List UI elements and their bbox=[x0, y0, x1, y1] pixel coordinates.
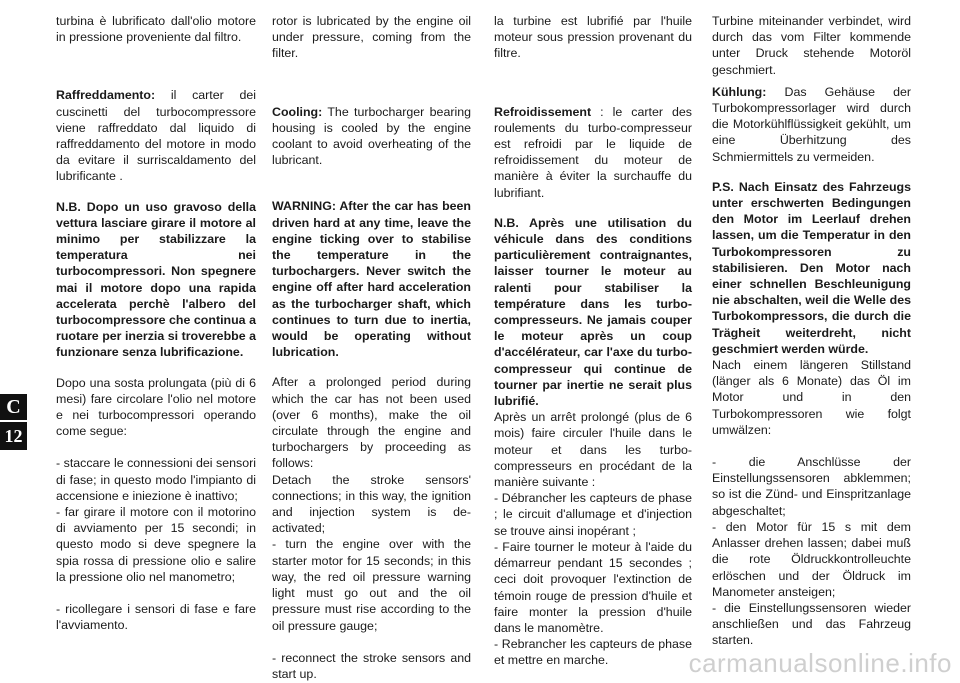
column-italian bbox=[56, 13, 256, 634]
column-german bbox=[712, 13, 911, 649]
section-tab-letter: C bbox=[0, 394, 27, 420]
cooling-heading: Kühlung: bbox=[712, 84, 767, 99]
step-1: - die Anschlüsse der Einstellungssensoren abklemmen; so ist die Zünd- und Einspritzanlage abgeschaltet; bbox=[712, 455, 911, 518]
cooling-paragraph bbox=[272, 104, 471, 169]
cooling-paragraph bbox=[56, 87, 256, 184]
storage-paragraph: Dopo una sosta prolungata (più di 6 mesi) fare circolare l'olio nel motore e nei turbocompressori operando come segue: bbox=[56, 375, 256, 439]
cooling-text: il carter dei cuscinetti del turbocompressore viene raffreddato dal liquido di raffreddamento del motore in modo da evitare il surriscaldamento del lubrificante . bbox=[56, 88, 256, 184]
storage-paragraph: Nach einem längeren Stillstand (länger als 6 Monate) das Öl im Motor und in den Turbokompressoren wie folgt umwälzen: bbox=[712, 358, 911, 437]
step-3: - ricollegare i sensori di fase e fare l'avviamento. bbox=[56, 602, 256, 633]
cooling-text: : le carter des roulements du turbo-compresseur est refroidi par le liquide de refroidissement du moteur de manière à éviter la surchauffe du lubrifiant. bbox=[494, 104, 692, 200]
watermark: carmanualsonline.info bbox=[688, 648, 952, 678]
column-english bbox=[272, 13, 471, 682]
step-2: - far girare il motore con il motorino di avviamento per 15 secondi; in questo modo si deve spegnere la spia rossa di pressione olio e salire la pressione olio nel manometro; bbox=[56, 505, 256, 584]
step-1: Detach the stroke sensors' connections; in this way, the ignition and injection system is de-activated; bbox=[272, 472, 471, 536]
cooling-text: Das Gehäuse der Turbokompressorlager wird durch die Motorkühlflüssigkeit gekühlt, um eine Überhitzung des Schmiermittels zu vermeiden. bbox=[712, 84, 911, 164]
section-tab-number: 12 bbox=[0, 422, 27, 450]
step-1: - Débrancher les capteurs de phase ; le circuit d'allumage et d'injection se trouve ainsi inopérant ; bbox=[494, 491, 692, 538]
step-1: - staccare le connessioni dei sensori di fase; in questo modo l'impianto di accensione e iniezione è inattivo; bbox=[56, 456, 256, 503]
warning-note: WARNING: After the car has been driven hard at any time, leave the engine ticking over to stabilise the temperature in the turbochargers. Never switch the engine off after hard acceleration as the turbocharger shaft, which continues to turn due to inertia, would be operating without lubrication. bbox=[272, 199, 471, 360]
intro-paragraph: rotor is lubricated by the engine oil under pressure, coming from the filter. bbox=[272, 14, 471, 61]
cooling-text: The turbocharger bearing housing is cooled by the engine coolant to avoid overheating of the lubricant. bbox=[272, 104, 471, 168]
column-french bbox=[494, 13, 692, 669]
cooling-heading: Cooling: bbox=[272, 104, 323, 119]
cooling-paragraph bbox=[494, 104, 692, 201]
step-2: - Faire tourner le moteur à l'aide du démarreur pendant 15 secondes ; ceci doit provoquer l'extinction de témoin rouge de pression d'huile et faire monter la pression d'huile dans le manomètre. bbox=[494, 539, 692, 635]
step-3: - reconnect the stroke sensors and start up. bbox=[272, 650, 471, 681]
step-2: - turn the engine over with the starter motor for 15 seconds; in this way, the red oil pressure warning light must go out and the oil pressure must rise according to the oil pressure gauge; bbox=[272, 537, 471, 633]
intro-paragraph: turbina è lubrificato dall'olio motore in pressione proveniente dal filtro. bbox=[56, 14, 256, 45]
storage-paragraph: Après un arrêt prolongé (plus de 6 mois) faire circuler l'huile dans le moteur et dans les turbo-compresseurs en procédant de la manière suivante : bbox=[494, 410, 692, 490]
step-3: - Rebrancher les capteurs de phase et mettre en marche. bbox=[494, 637, 692, 668]
warning-note: N.B. Dopo un uso gravoso della vettura lasciare girare il motore al minimo per stabilizzare la temperatura nei turbocompressori. Non spegnere mai il motore dopo una rapida accelerata perchè l'albero del turbocompressore che continua a ruotare per inerzia si troverebbe a funzionare senza lubrificazione. bbox=[56, 199, 256, 360]
intro-paragraph: la turbine est lubrifié par l'huile moteur sous pression provenant du filtre. bbox=[494, 14, 692, 61]
warning-note: N.B. Après une utilisation du véhicule dans des conditions particulièrement contraignantes, laisser tourner le moteur au ralenti pour stabiliser la température dans les turbo-compresseurs. Ne jamais couper le moteur après un coup d'accélérateur, car l'axe du turbo-compresseur qui continue de tourner par inertie ne serait plus lubrifié. bbox=[494, 215, 692, 409]
cooling-heading: Raffreddamento: bbox=[56, 88, 156, 103]
cooling-paragraph bbox=[712, 84, 911, 165]
warning-note: P.S. Nach Einsatz des Fahrzeugs unter erschwerten Bedingungen den Motor im Leerlauf drehen lassen, um die Temperatur in den Turbokompressoren zu stabilisieren. Den Motor nach einer schnellen Beschleunigung nie abschalten, weil die Welle des Turbokompressors, die durch die Trägheit weiterdreht, nicht geschmiert werden würde. bbox=[712, 179, 911, 356]
cooling-heading: Refroidissement bbox=[494, 104, 592, 119]
intro-paragraph: Turbine miteinander verbindet, wird durch das vom Filter kommende unter Druck stehende Motoröl geschmiert. bbox=[712, 14, 911, 77]
step-3: - die Einstellungssensoren wieder anschließen und das Fahrzeug starten. bbox=[712, 600, 911, 648]
step-2: - den Motor für 15 s mit dem Anlasser drehen lassen; dabei muß die rote Öldruckkontrolleuchte erlöschen und der Öldruck im Manometer ansteigen; bbox=[712, 519, 911, 599]
storage-paragraph: After a prolonged period during which the car has not been used (over 6 months), make the oil circulate through the engine and turbochargers by proceeding as follows: bbox=[272, 375, 471, 471]
